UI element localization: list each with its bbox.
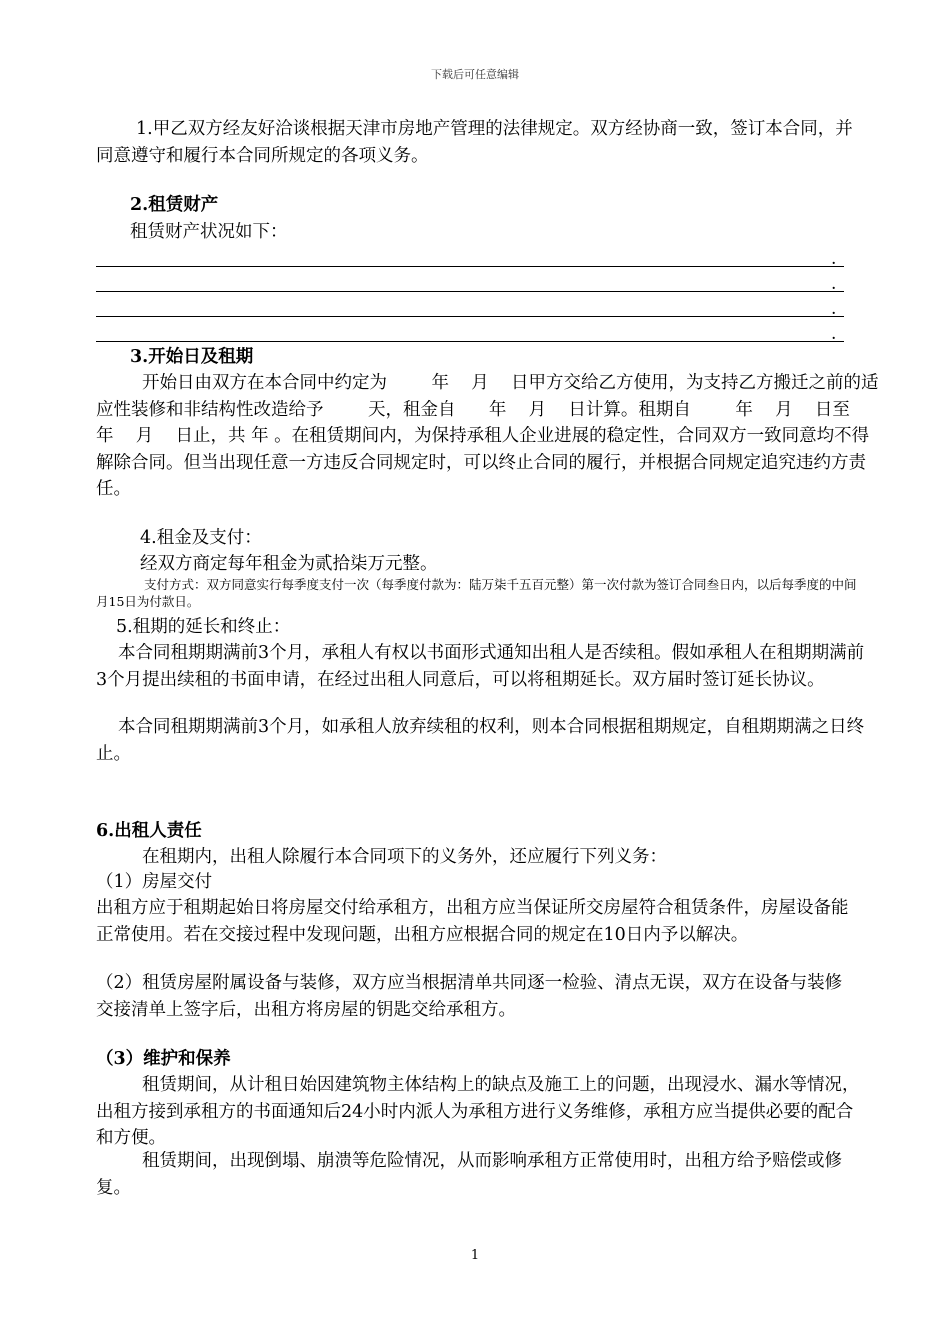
section-2-intro: 租赁财产状况如下： [130, 222, 288, 242]
section-2-title: 2.租赁财产 [130, 195, 219, 215]
blank-line [96, 291, 844, 292]
blank-line-end: . [831, 324, 837, 344]
section-7-title: （3）维护和保养 [96, 1049, 231, 1069]
item-2: （2）租赁房屋附属设备与装修，双方应当根据清单共同逐一检验、清点无误，双方在设备与装修交接清单上签字后，出租方将房屋的钥匙交给承租方。 [96, 973, 843, 1020]
section-5-title: 5.租期的延长和终止： [116, 617, 291, 637]
section-5-para-2: 本合同租期期满前3个月，如承租人放弃续租的权利，则本合同根据租期规定，自租期期满之日终止。 [96, 717, 865, 764]
maintenance-para-2: 租赁期间，出现倒塌、崩溃等危险情况，从而影响承租方正常使用时，出租方给予赔偿或修复。 [96, 1151, 842, 1198]
item-1-title: （1）房屋交付 [96, 872, 213, 892]
blank-line-end: . [831, 249, 837, 269]
section-6-title: 6.出租人责任 [96, 821, 202, 841]
page-number: 1 [470, 1248, 480, 1263]
item-1-body: 出租方应于租期起始日将房屋交付给承租方，出租方应当保证所交房屋符合租赁条件，房屋设备能正常使用。若在交接过程中发现问题，出租方应根据合同的规定在10日内予以解决。 [96, 898, 849, 945]
blank-line [96, 316, 844, 317]
page-header: 下载后可任意编辑 [431, 68, 519, 81]
blank-line-end: . [831, 299, 837, 319]
payment-method: 支付方式：双方同意实行每季度支付一次（每季度付款为：陆万柒千五百元整）第一次付款为签订合同叁日内，以后每季度的中间月15日为付款日。 [96, 577, 857, 609]
blank-line [96, 341, 844, 342]
rent-amount: 经双方商定每年租金为贰拾柒万元整。 [140, 554, 438, 574]
maintenance-para-1: 租赁期间，从计租日始因建筑物主体结构上的缺点及施工上的问题，出现浸水、漏水等情况，出租方接到承租方的书面通知后24小时内派人为承租方进行义务维修，承租方应当提供必要的配合和方便。 [96, 1075, 860, 1148]
blank-line-end: . [831, 274, 837, 294]
section-6-intro: 在租期内，出租人除履行本合同项下的义务外，还应履行下列义务： [142, 847, 667, 867]
section-4-title: 4.租金及支付： [140, 528, 262, 548]
section-5-para-1: 本合同租期期满前3个月，承租人有权以书面形式通知出租人是否续租。假如承租人在租期期满前3个月提出续租的书面申请，在经过出租人同意后，可以将租期延长。双方届时签订延长协议。 [96, 643, 865, 690]
intro-paragraph: 1.甲乙双方经友好洽谈根据天津市房地产管理的法律规定。双方经协商一致，签订本合同，并同意遵守和履行本合同所规定的各项义务。 [96, 119, 853, 166]
section-3-title: 3.开始日及租期 [130, 347, 254, 367]
blank-line [96, 266, 844, 267]
section-3-body: 开始日由双方在本合同中约定为 年 月 日甲方交给乙方使用，为支持乙方搬迁之前的适应性装修和非结构性改造给予 天，租金自 年 月 日计算。租期自 年 月 日至 年 月 日止，共 年 。在租赁期间内，为保持承租人企业进展的稳定性，合同双方一致同意均不得解除合同。但当出现任意一方违反合同规定时，可以终止合同的履行，并根据合同规定追究违约方责任。 [96, 373, 895, 499]
